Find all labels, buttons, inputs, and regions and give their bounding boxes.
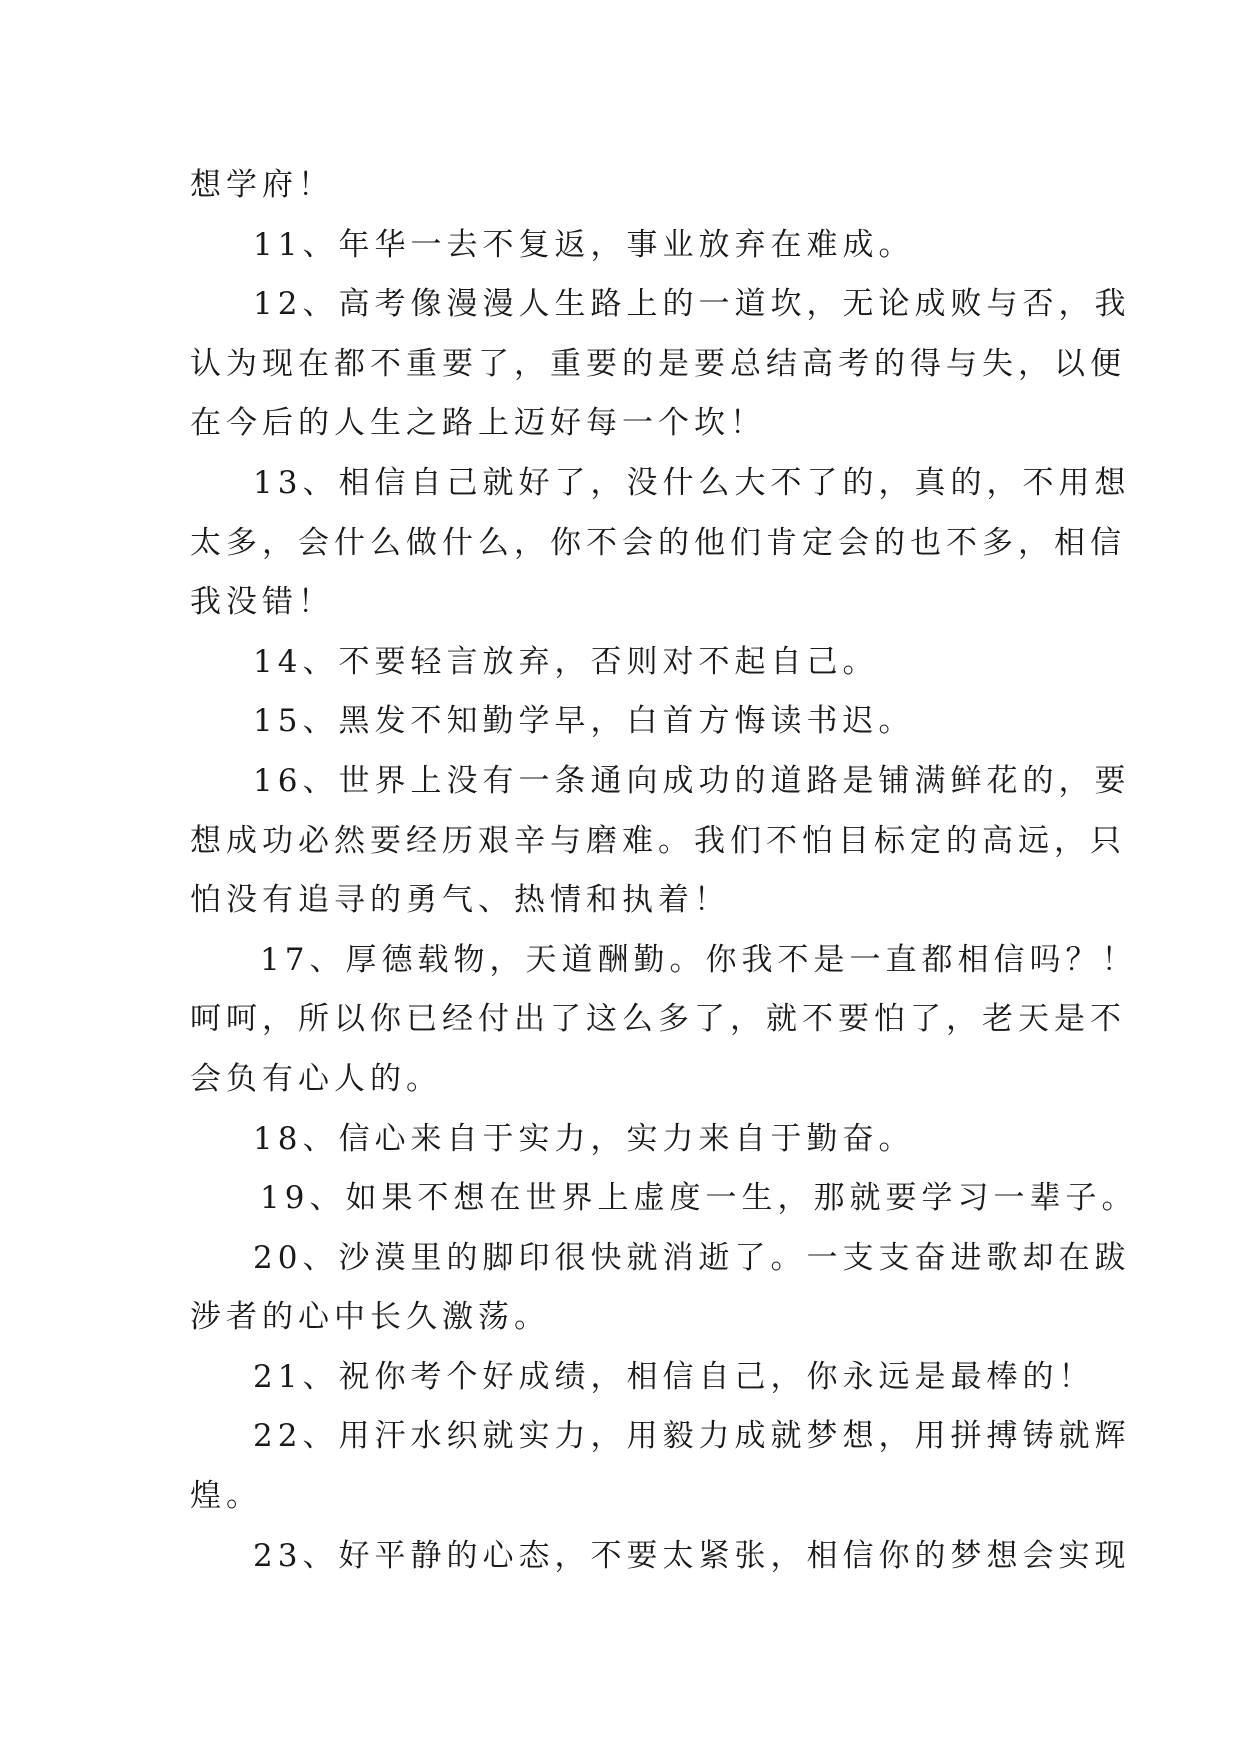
text-line: 认为现在都不重要了，重要的是要总结高考的得与失，以便 [190, 345, 1126, 382]
text-line: 15、黑发不知勤学早，白首方悔读书迟。 [253, 703, 915, 740]
text-line: 17、厚德载物，天道酬勤。你我不是一直都相信吗？！ [260, 941, 1138, 978]
text-line: 在今后的人生之路上迈好每一个坎！ [190, 405, 766, 442]
text-line: 太多，会什么做什么，你不会的他们肯定会的也不多，相信 [190, 524, 1126, 561]
text-line: 19、如果不想在世界上虚度一生，那就要学习一辈子。 [260, 1180, 1138, 1217]
text-line: 20、沙漠里的脚印很快就消逝了。一支支奋进歌却在跋 [253, 1239, 1131, 1276]
text-line: 18、信心来自于实力，实力来自于勤奋。 [253, 1120, 915, 1157]
text-line: 23、好平静的心态，不要太紧张，相信你的梦想会实现 [253, 1537, 1131, 1574]
text-line: 14、不要轻言放弃，否则对不起自己。 [253, 643, 879, 680]
text-line: 11、年华一去不复返，事业放弃在难成。 [253, 226, 915, 263]
text-line: 想学府！ [190, 167, 334, 203]
document-body [190, 156, 1138, 1586]
text-line: 想成功必然要经历艰辛与磨难。我们不怕目标定的高远，只 [190, 822, 1126, 859]
text-line: 12、高考像漫漫人生路上的一道坎，无论成败与否，我 [253, 286, 1131, 323]
text-line: 我没错！ [190, 584, 334, 621]
text-line: 呵呵，所以你已经付出了这么多了，就不要怕了，老天是不 [190, 1001, 1126, 1038]
text-line: 会负有心人的。 [190, 1060, 442, 1097]
text-line: 22、用汗水织就实力，用毅力成就梦想，用拼搏铸就辉 [253, 1418, 1131, 1455]
text-line: 涉者的心中长久激荡。 [190, 1299, 550, 1336]
text-line: 16、世界上没有一条通向成功的道路是铺满鲜花的，要 [253, 762, 1131, 799]
text-line: 怕没有追寻的勇气、热情和执着！ [190, 882, 730, 919]
text-line: 21、祝你考个好成绩，相信自己，你永远是最棒的！ [253, 1358, 1095, 1395]
text-line: 煌。 [190, 1478, 262, 1515]
text-line: 13、相信自己就好了，没什么大不了的，真的，不用想 [253, 464, 1131, 501]
